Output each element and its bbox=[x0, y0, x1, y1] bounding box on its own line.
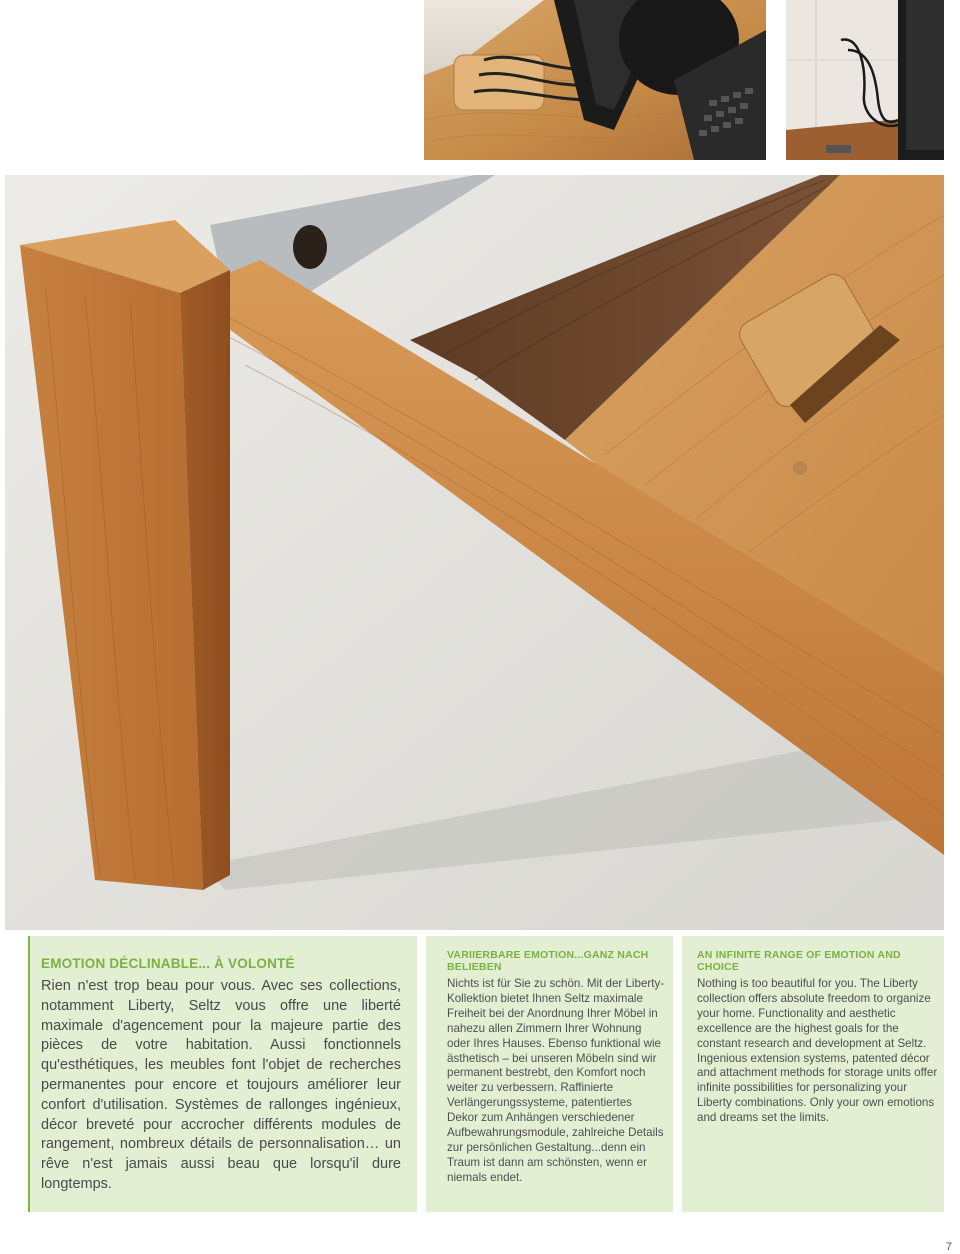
german-body: Nichts ist für Sie zu schön. Mit der Liberty-Kollektion bietet Ihnen Seltz maximale Freiheit bei der Anordnung Ihrer Möbel in nahezu allen Zimmern Ihrer Wohnung oder Ihres Hauses. Ebenso funktional wie ästhetisch – bei unseren Möbeln sind wir permanent bestrebt, den Komfort noch weiter zu verbessern. Raffinierte Verlängerungssysteme, patentiertes Dekor zum Anhängen verschiedener Aufbewahrungsmodule, zahlreiche Details zur persönlichen Gestaltung...denn ein Traum ist dann am schönsten, wenn er niemals endet. bbox=[447, 977, 665, 1184]
french-text-panel bbox=[28, 936, 417, 1212]
page-number: 7 bbox=[945, 1241, 952, 1253]
german-text-panel bbox=[426, 936, 673, 1212]
english-body: Nothing is too beautiful for you. The Liberty collection offers absolute freedom to organize your home. Functionality and aesthetic excellence are the highest goals for the constant research and development at Seltz. Ingenious extension systems, patented décor and attachment methods for storage units offer infinite possibilities for personalizing your Liberty combinations. Only your own emotions and dreams set the limits. bbox=[697, 977, 938, 1125]
english-text-panel bbox=[682, 936, 944, 1212]
french-heading: EMOTION DÉCLINABLE... À VOLONTÉ bbox=[41, 956, 295, 971]
desk-with-cable-management-photo bbox=[424, 0, 766, 160]
english-heading: AN INFINITE RANGE OF EMOTION AND CHOICE bbox=[697, 949, 901, 973]
cables-behind-monitor-photo bbox=[786, 0, 944, 160]
german-heading: VARIIERBARE EMOTION...GANZ NACH BELIEBEN bbox=[447, 949, 649, 973]
table-leg-detail-photo bbox=[5, 175, 944, 930]
french-body: Rien n'est trop beau pour vous. Avec ses collections, notamment Liberty, Seltz vous offre une liberté maximale d'agencement pour la majeure partie des pièces de votre habitation. Aussi fonctionnels qu'esthétiques, les meubles font l'objet de recherches permanentes pour encore et toujours améliorer leur confort d'utilisation. Systèmes de rallonges ingénieux, décor breveté pour accrocher différents modules de rangement, nombreux détails de personnalisation… un rêve n'est jamais aussi beau que lorsqu'il dure longtemps. bbox=[41, 978, 401, 1192]
